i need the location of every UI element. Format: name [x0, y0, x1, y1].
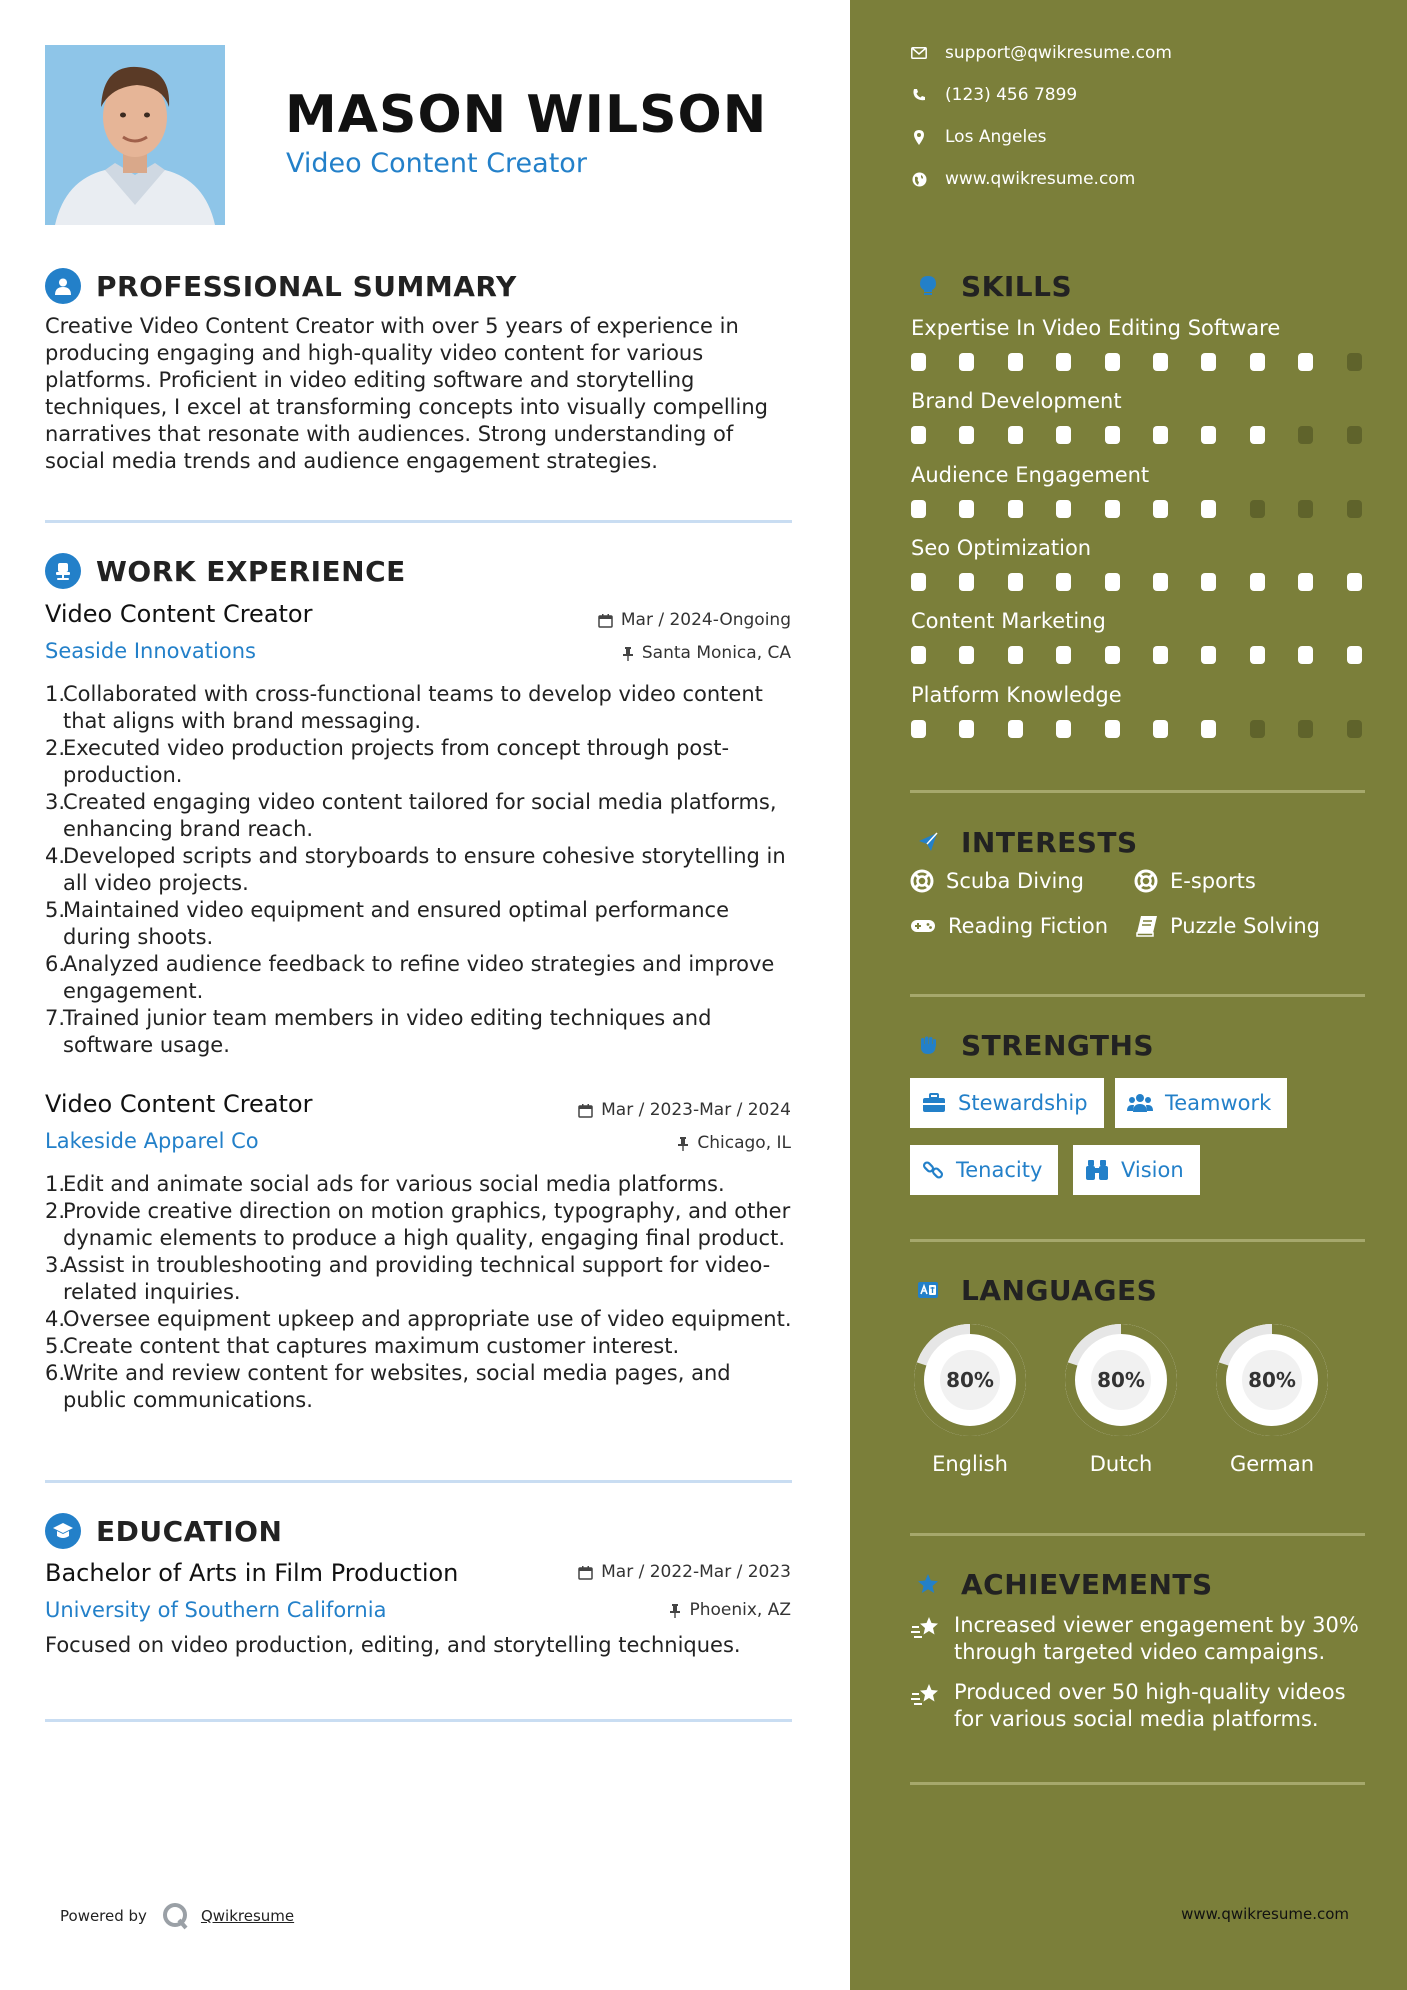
calendar-icon: [578, 1565, 593, 1580]
skill-dot: [1153, 353, 1168, 371]
achievement-item: Produced over 50 high-quality videos for various social media platforms.: [910, 1679, 1370, 1733]
skill-dot: [959, 720, 974, 738]
language-item: [1059, 1318, 1183, 1476]
strength-chip: Tenacity: [910, 1145, 1058, 1195]
education-location: [669, 1600, 791, 1620]
skill-name: Platform Knowledge: [911, 683, 1122, 707]
skill-dot: [1250, 646, 1265, 664]
experience-title: WORK EXPERIENCE: [96, 554, 406, 588]
language-percent: 80%: [1242, 1350, 1302, 1410]
divider: [910, 1782, 1365, 1785]
candidate-name: MASON WILSON: [285, 85, 768, 145]
skill-dot: [1008, 500, 1023, 518]
job-date-text: Mar / 2024-Ongoing: [620, 610, 791, 630]
job-location-text: Chicago, IL: [697, 1133, 791, 1153]
lightbulb-icon: [910, 268, 946, 304]
skill-dot: [959, 500, 974, 518]
summary-text: Creative Video Content Creator with over 5 years of experience in producing engaging and high-quality video content for various platforms. Proficient in video editing software and storytelling techniques, I excel at transforming concepts into visually compelling narratives that resonate with audiences. Strong understanding of social media trends and audience engagement strategies.: [45, 314, 768, 473]
skill-dot: [1298, 720, 1313, 738]
skill-dot: [911, 573, 926, 591]
language-name: Dutch: [1089, 1452, 1153, 1476]
skill-dot: [1105, 646, 1120, 664]
skill-dot: [959, 646, 974, 664]
strength-chip: Vision: [1073, 1145, 1200, 1195]
skill-dot: [1298, 353, 1313, 371]
skill-dot: [959, 426, 974, 444]
language-percent: 80%: [940, 1350, 1000, 1410]
skill-dot: [1250, 353, 1265, 371]
skill-dot: [1105, 573, 1120, 591]
skill-dot: [1347, 646, 1362, 664]
list-item: 6. Write and review content for websites, social media pages, and public communications.: [45, 1361, 731, 1412]
fist-icon: [910, 1027, 946, 1063]
skill-dot: [1008, 646, 1023, 664]
skill-dot: [1153, 500, 1168, 518]
skill-dot: [1008, 426, 1023, 444]
skill-dot: [1008, 573, 1023, 591]
skill-dot: [1201, 646, 1216, 664]
skill-dot: [1201, 353, 1216, 371]
shooting-star-icon: [910, 1615, 942, 1641]
translate-icon: [910, 1272, 946, 1308]
skill-dot: [1201, 720, 1216, 738]
skill-dot: [1298, 426, 1313, 444]
divider: [910, 994, 1365, 997]
users-icon: [1127, 1093, 1153, 1113]
list-item: 3. Created engaging video content tailored for social media platforms, enhancing brand reach.: [45, 790, 777, 841]
achievements-title: ACHIEVEMENTS: [961, 1567, 1213, 1601]
education-date-text: Mar / 2022-Mar / 2023: [601, 1562, 791, 1582]
calendar-icon: [598, 613, 613, 628]
divider: [45, 520, 792, 523]
skill-dot: [911, 646, 926, 664]
skill-name: Content Marketing: [911, 609, 1106, 633]
skill-dot: [1008, 353, 1023, 371]
language-item: [1210, 1318, 1334, 1476]
skill-dot: [1250, 573, 1265, 591]
language-item: [908, 1318, 1032, 1476]
strength-chip: Teamwork: [1115, 1078, 1287, 1128]
degree-title: Bachelor of Arts in Film Production: [45, 1559, 459, 1587]
experience-heading: [45, 551, 406, 591]
binoculars-icon: [1085, 1159, 1109, 1181]
list-item: 1. Edit and animate social ads for various social media platforms.: [45, 1172, 725, 1196]
qwikresume-logo-icon: [161, 1901, 191, 1931]
skills-title: SKILLS: [961, 269, 1073, 303]
skill-rating: [911, 646, 1395, 664]
shooting-star-icon: [910, 1682, 942, 1708]
user-icon: [45, 268, 81, 304]
paper-plane-icon: [910, 824, 946, 860]
link-icon: [922, 1159, 944, 1181]
map-marker-icon: [914, 130, 924, 145]
pin-icon: [622, 646, 634, 661]
graduation-cap-icon: [45, 1513, 81, 1549]
interest-item: Puzzle Solving: [1136, 914, 1320, 938]
interests-title: INTERESTS: [961, 825, 1138, 859]
list-item: 4. Developed scripts and storyboards to ensure cohesive storytelling in all video projects.: [45, 844, 786, 895]
skill-dot: [1056, 426, 1071, 444]
contact-location: Los Angeles: [910, 127, 1047, 147]
skill-dot: [1347, 573, 1362, 591]
contact-phone[interactable]: (123) 456 7899: [910, 85, 1077, 105]
achievement-item: Increased viewer engagement by 30% through targeted video campaigns.: [910, 1612, 1370, 1666]
job-title: Video Content Creator: [45, 1090, 313, 1118]
education-description: Focused on video production, editing, and storytelling techniques.: [45, 1633, 741, 1657]
skill-dot: [1298, 573, 1313, 591]
qwikresume-link[interactable]: Qwikresume: [200, 1907, 295, 1925]
job-title: Video Content Creator: [45, 600, 313, 628]
education-date: [578, 1562, 791, 1582]
language-percent: 80%: [1091, 1350, 1151, 1410]
job-bullets: [45, 681, 795, 1059]
skill-dot: [959, 353, 974, 371]
profile-photo: [45, 45, 225, 225]
skill-rating: [911, 573, 1395, 591]
briefcase-icon: [922, 1093, 946, 1113]
skill-dot: [911, 353, 926, 371]
divider: [910, 1239, 1365, 1242]
skill-rating: [911, 353, 1395, 371]
job-company: Lakeside Apparel Co: [45, 1129, 259, 1153]
life-ring-icon: [1134, 869, 1158, 893]
powered-by-label: Powered by: [60, 1907, 147, 1925]
summary-heading: [45, 266, 517, 306]
skill-dot: [1105, 426, 1120, 444]
skill-dot: [1105, 720, 1120, 738]
summary-title: PROFESSIONAL SUMMARY: [96, 269, 517, 303]
list-item: 2. Executed video production projects from concept through post-production.: [45, 736, 730, 787]
languages-heading: [910, 1270, 1157, 1310]
interest-item: E-sports: [1134, 869, 1256, 893]
list-item: 5. Create content that captures maximum customer interest.: [45, 1334, 680, 1358]
skill-dot: [1250, 500, 1265, 518]
list-item: 4. Oversee equipment upkeep and appropriate use of video equipment.: [45, 1307, 792, 1331]
skill-dot: [1347, 426, 1362, 444]
skills-heading: [910, 266, 1072, 306]
education-heading: [45, 1511, 282, 1551]
skill-dot: [1056, 646, 1071, 664]
pin-icon: [669, 1603, 681, 1618]
job-date: [598, 610, 791, 630]
contact-email[interactable]: support@qwikresume.com: [910, 43, 1172, 63]
skill-name: Expertise In Video Editing Software: [911, 316, 1281, 340]
life-ring-icon: [910, 869, 934, 893]
achievements-heading: [910, 1564, 1213, 1604]
skill-dot: [1250, 426, 1265, 444]
skill-dot: [1153, 426, 1168, 444]
book-icon: [1136, 915, 1158, 937]
skill-rating: [911, 500, 1395, 518]
contact-website[interactable]: www.qwikresume.com: [910, 169, 1135, 189]
skill-dot: [1201, 426, 1216, 444]
job-location: [622, 643, 791, 663]
list-item: 6. Analyzed audience feedback to refine video strategies and improve engagement.: [45, 952, 775, 1003]
job-location-text: Santa Monica, CA: [641, 643, 791, 663]
skill-dot: [1250, 720, 1265, 738]
skill-dot: [911, 500, 926, 518]
divider: [45, 1480, 792, 1483]
phone-icon: [912, 88, 926, 102]
powered-by: [60, 1901, 294, 1931]
language-name: English: [932, 1452, 1008, 1476]
job-company: Seaside Innovations: [45, 639, 256, 663]
school-name: University of Southern California: [45, 1598, 387, 1622]
envelope-icon: [911, 47, 927, 59]
skill-dot: [1347, 720, 1362, 738]
skill-dot: [1056, 573, 1071, 591]
skill-dot: [1298, 500, 1313, 518]
pin-icon: [677, 1136, 689, 1151]
skill-name: Seo Optimization: [911, 536, 1092, 560]
education-location-text: Phoenix, AZ: [689, 1600, 791, 1620]
skill-rating: [911, 720, 1395, 738]
list-item: 3. Assist in troubleshooting and providing technical support for video-related inquiries.: [45, 1253, 771, 1304]
divider: [910, 790, 1365, 793]
languages-title: LANGUAGES: [961, 1273, 1158, 1307]
gamepad-icon: [910, 917, 936, 935]
footer-website-link[interactable]: www.qwikresume.com: [1181, 1905, 1349, 1923]
job-date-text: Mar / 2023-Mar / 2024: [601, 1100, 791, 1120]
skill-name: Audience Engagement: [911, 463, 1150, 487]
skill-dot: [1347, 500, 1362, 518]
list-item: 5. Maintained video equipment and ensured optimal performance during shoots.: [45, 898, 729, 949]
strengths-title: STRENGTHS: [961, 1028, 1155, 1062]
list-item: 7. Trained junior team members in video editing techniques and software usage.: [45, 1006, 712, 1057]
skill-dot: [1056, 500, 1071, 518]
calendar-icon: [578, 1103, 593, 1118]
list-item: 2. Provide creative direction on motion graphics, typography, and other dynamic elements to produce a high quality, engaging final product.: [45, 1199, 791, 1250]
skill-dot: [959, 573, 974, 591]
skill-dot: [1201, 500, 1216, 518]
skill-dot: [1153, 573, 1168, 591]
skill-dot: [1056, 720, 1071, 738]
office-chair-icon: [45, 553, 81, 589]
job-location: [677, 1133, 791, 1153]
divider: [910, 1533, 1365, 1536]
list-item: 1. Collaborated with cross-functional teams to develop video content that aligns with brand messaging.: [45, 682, 763, 733]
language-name: German: [1229, 1452, 1315, 1476]
skill-name: Brand Development: [911, 389, 1122, 413]
interests-heading: [910, 822, 1138, 862]
skill-dot: [911, 720, 926, 738]
job-date: [578, 1100, 791, 1120]
skill-dot: [1298, 646, 1313, 664]
job-bullets: [45, 1171, 795, 1414]
interest-item: Reading Fiction: [910, 914, 1108, 938]
strengths-heading: [910, 1025, 1154, 1065]
skill-dot: [1347, 353, 1362, 371]
interest-item: Scuba Diving: [910, 869, 1084, 893]
strength-chip: Stewardship: [910, 1078, 1104, 1128]
skill-dot: [1153, 646, 1168, 664]
skill-dot: [1153, 720, 1168, 738]
candidate-role: Video Content Creator: [286, 148, 587, 179]
skill-rating: [911, 426, 1395, 444]
globe-icon: [912, 172, 927, 187]
skill-dot: [1056, 353, 1071, 371]
skill-dot: [1201, 573, 1216, 591]
skill-dot: [1105, 353, 1120, 371]
skill-dot: [911, 426, 926, 444]
skill-dot: [1105, 500, 1120, 518]
divider: [45, 1719, 792, 1722]
star-badge-icon: [910, 1566, 946, 1602]
skill-dot: [1008, 720, 1023, 738]
education-title: EDUCATION: [96, 1514, 283, 1548]
